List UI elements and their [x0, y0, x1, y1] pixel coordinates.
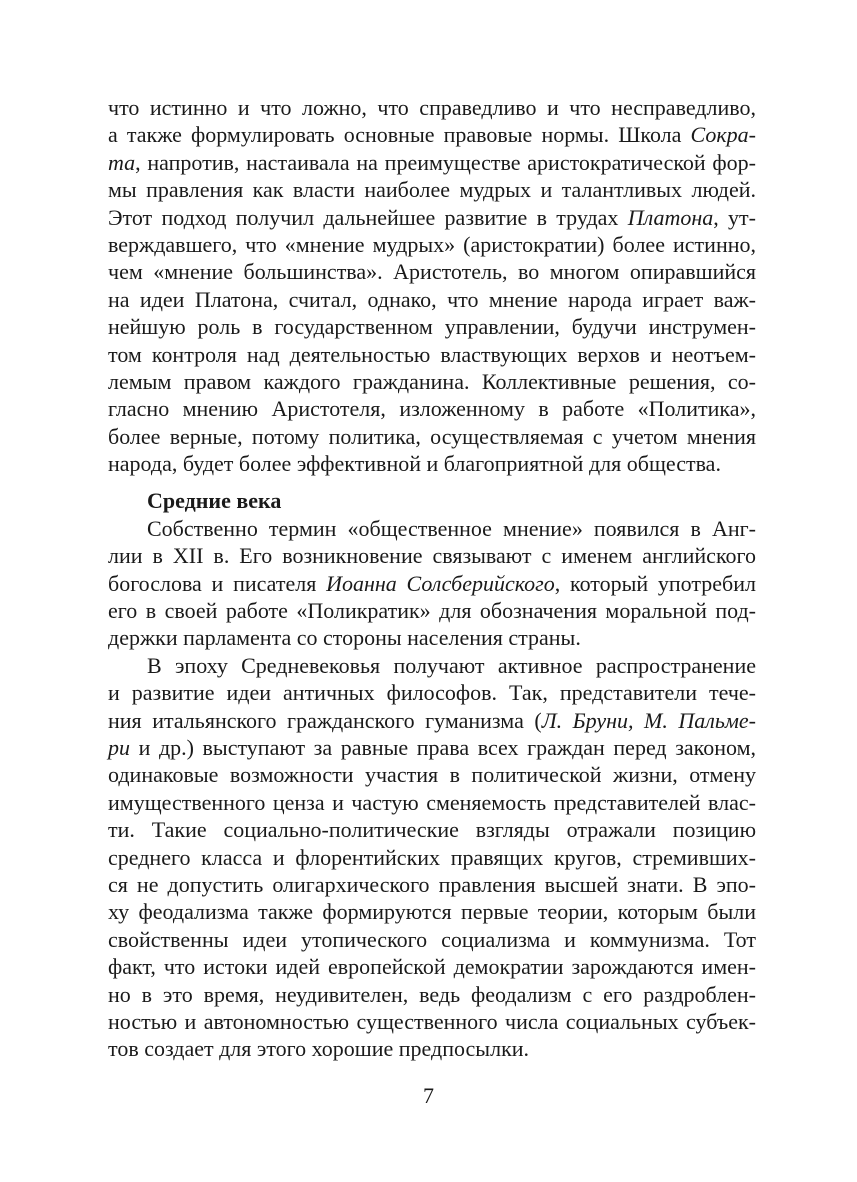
text-segment: ния итальянского гражданского гуманизма (: [108, 707, 542, 733]
text-segment: но в это время, неудивителен, ведь феодализм с его раздроблен-: [108, 981, 756, 1007]
italic-name: Л. Бруни, М. Пальме-: [541, 707, 756, 733]
page-number: 7: [423, 1083, 434, 1108]
text-segment: народа, будет более эффективной и благоприятной для общества.: [108, 451, 721, 477]
text-segment: и развитие идеи античных философов. Так, представители тече-: [108, 680, 756, 706]
text-segment: держки парламента со стороны населения страны.: [108, 625, 581, 651]
text-segment: лемым правом каждого гражданина. Коллективные решения, со-: [108, 368, 756, 394]
text-segment: гласно мнению Аристотеля, изложенному в работе «Политика»,: [108, 396, 756, 422]
italic-name: та: [108, 149, 136, 175]
text-segment: на идеи Платона, считал, однако, что мнение народа играет важ-: [108, 286, 756, 312]
italic-name: Сокра-: [690, 122, 756, 148]
text-segment: среднего класса и флорентийских правящих кругов, стремивших-: [108, 844, 756, 870]
text-line: [108, 94, 756, 121]
text-segment: Собственно термин «общественное мнение» появился в Анг-: [147, 515, 756, 541]
text-segment: мы правления как власти наиболее мудрых и талантливых людей.: [108, 177, 756, 203]
text-segment: , который употребил: [554, 570, 756, 596]
text-line: [108, 789, 756, 816]
paragraph-antiquity: [108, 94, 756, 477]
text-segment: и др.) выступают за равные права всех граждан перед законом,: [130, 734, 756, 760]
text-segment: ностью и автономностью существенного числа социальных субъек-: [108, 1008, 756, 1034]
text-segment: лии в XII в. Его возникновение связывают с именем английского: [108, 543, 756, 569]
text-segment: что истинно и что ложно, что справедливо и что несправедливо,: [108, 95, 756, 120]
text-line: [108, 121, 756, 148]
text-line: [108, 368, 756, 395]
text-line: [108, 258, 756, 285]
text-segment: факт, что истоки идей европейской демократии зарождаются имен-: [108, 954, 756, 980]
text-line: [108, 1008, 756, 1035]
text-line: [108, 450, 756, 477]
text-line: [108, 871, 756, 898]
text-segment: нейшую роль в государственном управлении, будучи инструмен-: [108, 314, 756, 340]
text-segment: том контроля над деятельностью властвующих верхов и неотъем-: [108, 341, 756, 367]
text-segment: чем «мнение большинства». Аристотель, во многом опиравшийся: [108, 259, 756, 285]
text-segment: Этот подход получил дальнейшее развитие в трудах: [108, 204, 628, 230]
italic-name: Платона: [627, 204, 714, 230]
text-line: [108, 898, 756, 925]
text-segment: ху феодализма также формируются первые теории, которым были: [108, 899, 756, 925]
text-line: [108, 981, 756, 1008]
text-line: [108, 286, 756, 313]
text-line: [108, 570, 756, 597]
text-line: [108, 341, 756, 368]
text-line: [108, 734, 756, 761]
text-line: [108, 515, 756, 542]
italic-name: Иоанна Солсберийского: [326, 570, 555, 596]
text-line: [108, 926, 756, 953]
text-line: [108, 149, 756, 176]
text-segment: тов создает для этого хорошие предпосылки.: [108, 1036, 530, 1062]
text-line: [108, 761, 756, 788]
paragraph-term-origin: [108, 515, 756, 652]
text-line: [108, 624, 756, 651]
section-heading: Средние века: [147, 488, 282, 514]
text-line: [108, 679, 756, 706]
text-segment: его в своей работе «Поликратик» для обозначения моральной под-: [108, 598, 756, 624]
text-line: [108, 597, 756, 624]
text-segment: более верные, потому политика, осуществляемая с учетом мнения: [108, 423, 756, 449]
text-line: [108, 652, 756, 679]
text-line: [108, 816, 756, 843]
text-line: [108, 176, 756, 203]
text-line: [108, 844, 756, 871]
page-body: [108, 94, 756, 1063]
text-line: [108, 542, 756, 569]
text-segment: , напротив, настаивала на преимуществе аристократической фор-: [135, 149, 756, 175]
text-segment: одинаковые возможности участия в политической жизни, отмену: [108, 762, 756, 788]
text-segment: ся не допустить олигархического правления высшей знати. В эпо-: [108, 871, 756, 897]
text-line: [108, 953, 756, 980]
text-line: [108, 1035, 756, 1062]
italic-name: ри: [108, 734, 130, 760]
text-segment: богослова и писателя: [108, 570, 327, 596]
text-segment: имущественного ценза и частую сменяемость представителей влас-: [108, 789, 756, 815]
paragraph-middle-ages: [108, 652, 756, 1063]
text-segment: верждавшего, что «мнение мудрых» (аристократии) более истинно,: [108, 231, 756, 257]
text-line: [108, 423, 756, 450]
text-line: [108, 395, 756, 422]
text-segment: свойственны идеи утопического социализма и коммунизма. Тот: [108, 926, 756, 952]
text-line: [108, 231, 756, 258]
text-line: [108, 707, 756, 734]
text-segment: ти. Такие социально-политические взгляды отражали позицию: [108, 817, 756, 843]
text-line: [108, 313, 756, 340]
text-segment: В эпоху Средневековья получают активное распространение: [147, 652, 756, 678]
text-line: [108, 204, 756, 231]
text-segment: а также формулировать основные правовые нормы. Школа: [108, 122, 691, 148]
text-segment: , ут-: [713, 204, 756, 230]
